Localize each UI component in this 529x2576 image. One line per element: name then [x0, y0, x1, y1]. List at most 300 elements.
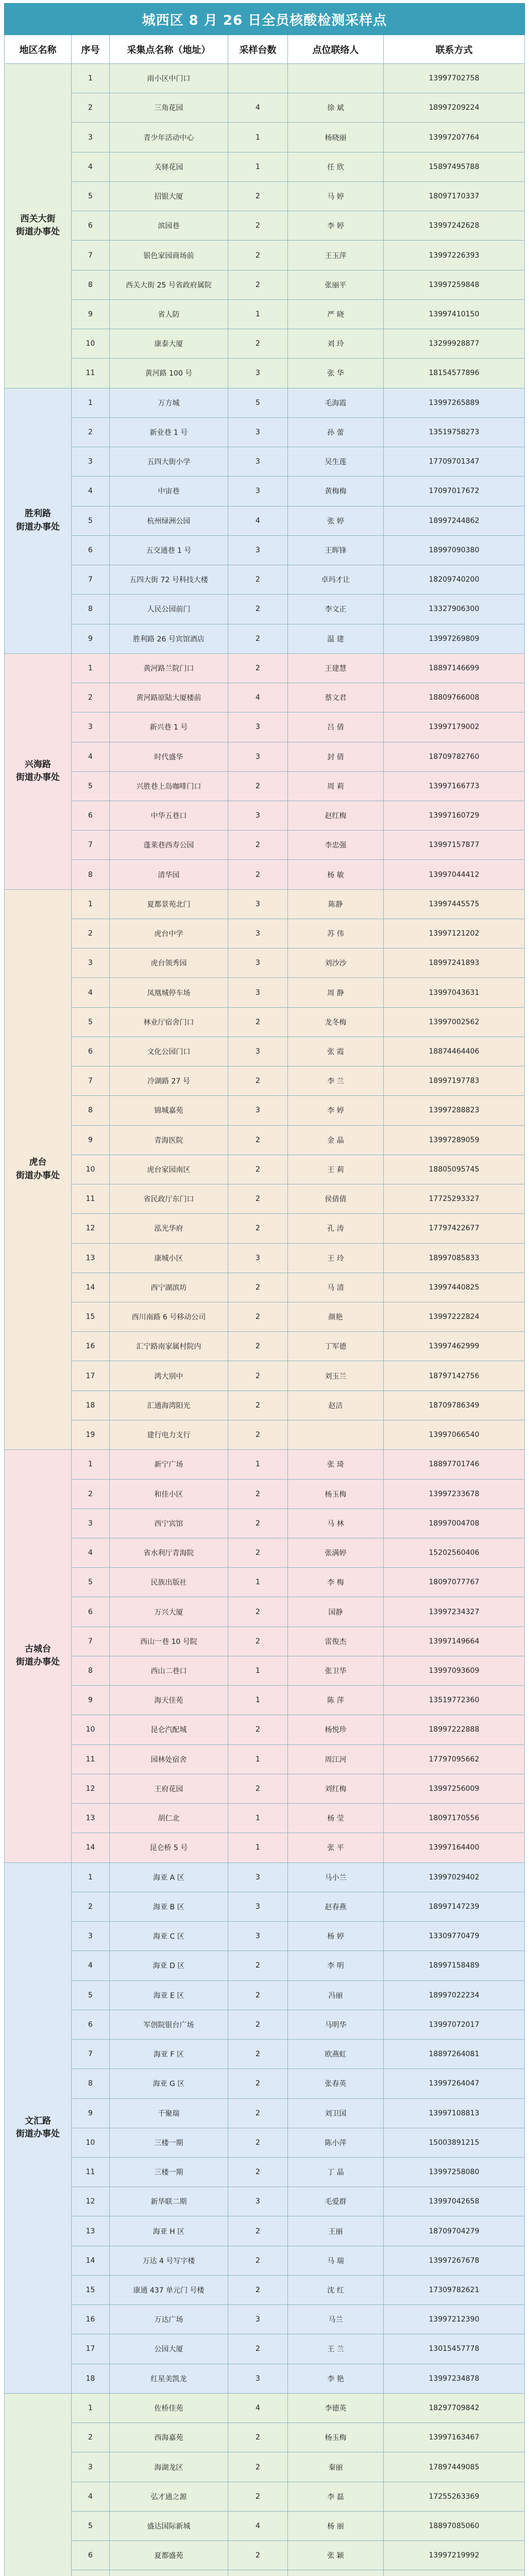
row-seq: 9 — [72, 624, 110, 654]
table-row — [72, 2423, 525, 2452]
row-phone: 15003891215 — [384, 2128, 525, 2158]
row-phone: 13997066540 — [384, 1420, 525, 1450]
row-contact: 毛海霞 — [288, 388, 384, 418]
table-row — [72, 1273, 525, 1302]
row-contact: 刘 玲 — [288, 329, 384, 359]
row-phone: 13997226393 — [384, 241, 525, 270]
district-section — [4, 1863, 525, 2394]
row-count: 4 — [228, 2512, 288, 2541]
row-phone: 13997267678 — [384, 2246, 525, 2276]
row-site: 人民公园前门 — [110, 595, 228, 624]
row-site: 冷湖路 27 号 — [110, 1066, 228, 1096]
row-site: 海亚 A 区 — [110, 1863, 228, 1892]
table-row — [72, 2305, 525, 2334]
row-phone: 18709704279 — [384, 2216, 525, 2246]
row-seq: 2 — [72, 2423, 110, 2452]
district-section — [4, 2394, 525, 2576]
table-row — [72, 2394, 525, 2423]
row-seq: 2 — [72, 93, 110, 123]
row-phone: 13997042658 — [384, 2187, 525, 2216]
row-seq — [72, 2570, 110, 2576]
row-phone: 13997043631 — [384, 978, 525, 1007]
row-site: 锦城嘉苑 — [110, 1096, 228, 1125]
district-name: 兴海路 街道办事处 — [5, 654, 72, 890]
row-contact: 张春英 — [288, 2069, 384, 2098]
row-count: 1 — [228, 123, 288, 152]
row-phone: 13997462999 — [384, 1332, 525, 1361]
row-seq: 16 — [72, 2305, 110, 2334]
row-phone: 18897146699 — [384, 654, 525, 683]
row-site: 和佳小区 — [110, 1480, 228, 1509]
row-site: 汇宁路南家属村院内 — [110, 1332, 228, 1361]
table-row — [72, 1509, 525, 1538]
row-contact: 国静 — [288, 1597, 384, 1626]
row-phone: 13997702758 — [384, 64, 525, 93]
row-seq: 13 — [72, 1244, 110, 1273]
row-contact: 王晖锋 — [288, 536, 384, 565]
row-phone: 13997212390 — [384, 2305, 525, 2334]
row-seq: 1 — [72, 1863, 110, 1892]
row-count: 3 — [228, 742, 288, 772]
row-contact: 苏 伟 — [288, 919, 384, 948]
row-seq: 1 — [72, 64, 110, 93]
table-row — [72, 831, 525, 860]
row-phone: 13997121202 — [384, 919, 525, 948]
row-count: 2 — [228, 2099, 288, 2128]
header-district: 地区名称 — [5, 35, 72, 64]
row-count: 1 — [228, 300, 288, 329]
row-seq: 11 — [72, 1745, 110, 1774]
row-contact: 严 晓 — [288, 300, 384, 329]
row-phone: 15202560406 — [384, 1538, 525, 1568]
row-contact: 杨 丽 — [288, 2512, 384, 2541]
row-count: 1 — [228, 1656, 288, 1686]
table-row — [72, 713, 525, 742]
row-count: 3 — [228, 978, 288, 1007]
row-phone: 18809766008 — [384, 683, 525, 713]
table-row — [72, 2128, 525, 2158]
row-site: 海亚 B 区 — [110, 1892, 228, 1922]
table-row — [72, 536, 525, 565]
row-seq: 3 — [72, 948, 110, 978]
row-seq: 8 — [72, 2069, 110, 2098]
row-seq: 1 — [72, 388, 110, 418]
table-row — [72, 1008, 525, 1037]
district-name: 文汇路 街道办事处 — [5, 1863, 72, 2394]
row-count: 1 — [228, 1686, 288, 1715]
row-phone: 18209740200 — [384, 565, 525, 595]
row-site: 建行电力支行 — [110, 1420, 228, 1450]
row-site: 万兴大厦 — [110, 1597, 228, 1626]
table-row — [72, 1774, 525, 1804]
table-row — [72, 742, 525, 772]
row-seq: 15 — [72, 2276, 110, 2305]
row-contact: 孔 涛 — [288, 1214, 384, 1243]
row-site: 省人防 — [110, 300, 228, 329]
row-site: 银色家园商场前 — [110, 241, 228, 270]
table-row — [72, 1244, 525, 1273]
row-site: 昆仑汽配城 — [110, 1715, 228, 1744]
row-phone: 17725293327 — [384, 1184, 525, 1214]
row-count: 2 — [228, 1480, 288, 1509]
row-phone: 13299928877 — [384, 329, 525, 359]
row-phone: 17309782621 — [384, 2276, 525, 2305]
row-site: 招银大厦 — [110, 182, 228, 211]
row-contact: 张满婷 — [288, 1538, 384, 1568]
row-site: 新兴巷 1 号 — [110, 713, 228, 742]
row-seq: 16 — [72, 1332, 110, 1361]
table-row — [72, 1126, 525, 1155]
row-site: 三角花园 — [110, 93, 228, 123]
row-count: 3 — [228, 919, 288, 948]
row-seq: 1 — [72, 654, 110, 683]
row-seq: 6 — [72, 1037, 110, 1066]
row-contact: 陈静 — [288, 890, 384, 919]
row-contact: 欧燕虹 — [288, 2040, 384, 2069]
row-site: 滨园巷 — [110, 211, 228, 241]
row-phone: 18797142756 — [384, 1361, 525, 1391]
row-contact: 丁 晶 — [288, 2158, 384, 2187]
table-row — [72, 300, 525, 329]
row-seq: 10 — [72, 1155, 110, 1184]
row-phone: 13997233678 — [384, 1480, 525, 1509]
row-seq: 8 — [72, 860, 110, 889]
row-contact: 蔡文君 — [288, 683, 384, 713]
row-seq: 3 — [72, 1509, 110, 1538]
row-contact: 赵春燕 — [288, 1892, 384, 1922]
row-phone: 13997163467 — [384, 2423, 525, 2452]
row-contact: 封 倩 — [288, 742, 384, 772]
row-count: 3 — [228, 477, 288, 506]
row-seq: 14 — [72, 1273, 110, 1302]
table-row — [72, 1037, 525, 1066]
row-contact: 李 梅 — [288, 1568, 384, 1597]
row-contact: 陈 萍 — [288, 1686, 384, 1715]
row-contact: 李德英 — [288, 2394, 384, 2423]
table-row — [72, 329, 525, 359]
row-phone: 13997222824 — [384, 1302, 525, 1332]
row-contact: 杨 婷 — [288, 1922, 384, 1951]
row-contact: 张 颖 — [288, 2541, 384, 2570]
table-row — [72, 1302, 525, 1332]
row-count: 3 — [228, 359, 288, 388]
row-contact: 刘红梅 — [288, 1774, 384, 1804]
row-count: 2 — [228, 1332, 288, 1361]
row-seq: 6 — [72, 536, 110, 565]
row-contact: 张 琦 — [288, 1450, 384, 1479]
row-contact — [288, 2570, 384, 2576]
row-site: 千聚瑞 — [110, 2099, 228, 2128]
table-row — [72, 860, 525, 889]
row-contact: 马 林 — [288, 1509, 384, 1538]
row-count: 3 — [228, 1863, 288, 1892]
table-row — [72, 1686, 525, 1715]
row-count: 2 — [228, 1391, 288, 1420]
row-seq: 3 — [72, 1922, 110, 1951]
row-site: 杭州绿洲公园 — [110, 506, 228, 536]
row-count: 2 — [228, 1509, 288, 1538]
row-count: 2 — [228, 2334, 288, 2364]
row-contact: 吕 倩 — [288, 713, 384, 742]
table-row — [72, 1066, 525, 1096]
row-count: 5 — [228, 388, 288, 418]
row-contact: 张 华 — [288, 359, 384, 388]
row-count: 2 — [228, 2069, 288, 2098]
row-phone: 13997445575 — [384, 890, 525, 919]
row-site: 佐桥佳苑 — [110, 2394, 228, 2423]
row-contact: 侯倩倩 — [288, 1184, 384, 1214]
row-phone: 18997085833 — [384, 1244, 525, 1273]
row-site: 凤凰城停车场 — [110, 978, 228, 1007]
table-header — [4, 35, 525, 64]
row-count: 1 — [228, 1450, 288, 1479]
row-seq: 7 — [72, 831, 110, 860]
row-count: 3 — [228, 801, 288, 831]
row-count: 1 — [228, 1568, 288, 1597]
row-site: 新宁广场 — [110, 1450, 228, 1479]
table-row — [72, 1922, 525, 1951]
row-contact: 刘卫国 — [288, 2099, 384, 2128]
row-contact: 沈 红 — [288, 2276, 384, 2305]
row-count: 2 — [228, 1538, 288, 1568]
table-row — [72, 1480, 525, 1509]
table-row — [72, 1804, 525, 1833]
row-site: 新华联二期 — [110, 2187, 228, 2216]
row-contact: 秦丽 — [288, 2452, 384, 2482]
row-count: 2 — [228, 329, 288, 359]
row-phone: 18709786349 — [384, 1391, 525, 1420]
row-site: 虎台中学 — [110, 919, 228, 948]
row-seq: 3 — [72, 123, 110, 152]
row-contact: 李文正 — [288, 595, 384, 624]
row-site: 西海嘉苑 — [110, 2423, 228, 2452]
row-site: 西山二巷口 — [110, 1656, 228, 1686]
row-seq: 12 — [72, 2187, 110, 2216]
row-contact: 刘沙沙 — [288, 948, 384, 978]
row-seq: 8 — [72, 270, 110, 300]
row-count: 4 — [228, 683, 288, 713]
row-phone: 18997222888 — [384, 1715, 525, 1744]
district-name — [5, 2394, 72, 2576]
row-contact: 周 莉 — [288, 772, 384, 801]
table-row — [72, 2069, 525, 2098]
district-name: 虎台 街道办事处 — [5, 890, 72, 1450]
row-seq: 14 — [72, 2246, 110, 2276]
row-count: 2 — [228, 1008, 288, 1037]
row-phone — [384, 2570, 525, 2576]
row-site: 公园大厦 — [110, 2334, 228, 2364]
row-phone: 13015457778 — [384, 2334, 525, 2364]
row-contact: 周江河 — [288, 1745, 384, 1774]
row-phone: 13997108813 — [384, 2099, 525, 2128]
row-phone: 17709701347 — [384, 447, 525, 477]
row-count: 3 — [228, 1244, 288, 1273]
row-count — [228, 64, 288, 93]
row-count: 2 — [228, 2482, 288, 2512]
table-row — [72, 2040, 525, 2069]
row-site: 黄河路原陆大厦楼前 — [110, 683, 228, 713]
row-count: 2 — [228, 860, 288, 889]
row-contact: 周 静 — [288, 978, 384, 1007]
row-contact: 马明华 — [288, 2010, 384, 2040]
row-site: 林业厅宿舍门口 — [110, 1008, 228, 1037]
row-count: 2 — [228, 2158, 288, 2187]
row-phone: 13997072017 — [384, 2010, 525, 2040]
row-contact: 黄梅梅 — [288, 477, 384, 506]
row-seq: 5 — [72, 2512, 110, 2541]
row-seq: 17 — [72, 2334, 110, 2364]
row-site: 中宙巷 — [110, 477, 228, 506]
row-seq: 17 — [72, 1361, 110, 1391]
row-count — [228, 2570, 288, 2576]
row-seq: 5 — [72, 182, 110, 211]
row-site: 康城小区 — [110, 1244, 228, 1273]
row-count: 2 — [228, 2216, 288, 2246]
row-phone: 18297709842 — [384, 2394, 525, 2423]
row-contact: 陈小萍 — [288, 2128, 384, 2158]
table-row — [72, 1951, 525, 1980]
row-count: 4 — [228, 506, 288, 536]
row-contact — [288, 1420, 384, 1450]
row-contact: 颜艳 — [288, 1302, 384, 1332]
row-phone: 18897264081 — [384, 2040, 525, 2069]
row-contact: 马 婷 — [288, 182, 384, 211]
table-body — [4, 64, 525, 2576]
row-count: 2 — [228, 2010, 288, 2040]
row-contact: 丁军德 — [288, 1332, 384, 1361]
table-row — [72, 388, 525, 418]
row-contact: 毛爱群 — [288, 2187, 384, 2216]
row-contact: 李 婷 — [288, 211, 384, 241]
row-contact: 赵红梅 — [288, 801, 384, 831]
row-contact: 杨玉梅 — [288, 2423, 384, 2452]
row-count: 3 — [228, 536, 288, 565]
header-contact: 点位联络人 — [288, 35, 384, 64]
table-row — [72, 1656, 525, 1686]
row-phone: 17255263369 — [384, 2482, 525, 2512]
row-seq: 11 — [72, 1184, 110, 1214]
table-row — [72, 2512, 525, 2541]
row-site: 民族出版社 — [110, 1568, 228, 1597]
district-name: 古城台 街道办事处 — [5, 1450, 72, 1862]
table-row — [72, 1361, 525, 1391]
row-phone: 13997093609 — [384, 1656, 525, 1686]
row-seq: 2 — [72, 1480, 110, 1509]
row-contact: 龙冬梅 — [288, 1008, 384, 1037]
table-row — [72, 1155, 525, 1184]
row-count: 2 — [228, 1981, 288, 2010]
row-seq: 3 — [72, 2452, 110, 2482]
row-seq: 11 — [72, 359, 110, 388]
row-phone: 18709782760 — [384, 742, 525, 772]
table-row — [72, 270, 525, 300]
row-site: 胡仁北 — [110, 1804, 228, 1833]
row-site: 清华园 — [110, 860, 228, 889]
row-phone: 18997209224 — [384, 93, 525, 123]
table-row — [72, 2010, 525, 2040]
row-phone: 13997149664 — [384, 1627, 525, 1656]
table-row — [72, 64, 525, 93]
row-site: 鸿大别中 — [110, 1361, 228, 1391]
row-contact: 吴生莲 — [288, 447, 384, 477]
row-phone: 15897495788 — [384, 152, 525, 182]
row-seq: 3 — [72, 713, 110, 742]
row-count: 4 — [228, 2394, 288, 2423]
row-site: 青少年活动中心 — [110, 123, 228, 152]
row-count: 2 — [228, 1951, 288, 1980]
row-site: 兴胜巷上岛咖啡门口 — [110, 772, 228, 801]
row-site: 西宁湖滨坊 — [110, 1273, 228, 1302]
district-name: 西关大街 街道办事处 — [5, 64, 72, 388]
row-count: 1 — [228, 1745, 288, 1774]
row-seq: 8 — [72, 595, 110, 624]
row-site: 五交通巷 1 号 — [110, 536, 228, 565]
row-phone: 18097170556 — [384, 1804, 525, 1833]
row-phone: 13997234327 — [384, 1597, 525, 1626]
row-contact: 杨晓丽 — [288, 123, 384, 152]
row-phone: 13309770479 — [384, 1922, 525, 1951]
row-site: 王府花园 — [110, 1774, 228, 1804]
row-contact: 杨 莹 — [288, 1804, 384, 1833]
table-row — [72, 477, 525, 506]
row-seq: 2 — [72, 683, 110, 713]
row-site: 海亚 F 区 — [110, 2040, 228, 2069]
row-count: 1 — [228, 1833, 288, 1862]
row-count: 2 — [228, 1155, 288, 1184]
table-row — [72, 2541, 525, 2570]
row-seq: 6 — [72, 211, 110, 241]
row-site: 昆仑桥 5 号 — [110, 1833, 228, 1862]
row-phone: 13997044412 — [384, 860, 525, 889]
row-seq: 18 — [72, 2364, 110, 2394]
row-phone: 13997002562 — [384, 1008, 525, 1037]
row-phone: 13997258080 — [384, 2158, 525, 2187]
row-site: 万达广场 — [110, 2305, 228, 2334]
row-site: 新业巷 1 号 — [110, 418, 228, 447]
row-count: 2 — [228, 2276, 288, 2305]
row-contact: 李 艳 — [288, 2364, 384, 2394]
row-seq: 14 — [72, 1833, 110, 1862]
header-site: 采集点名称（地址） — [110, 35, 228, 64]
row-seq: 12 — [72, 1774, 110, 1804]
row-count: 4 — [228, 93, 288, 123]
row-site: 西关大街 25 号省政府属院 — [110, 270, 228, 300]
row-phone: 18997022234 — [384, 1981, 525, 2010]
row-phone: 18154577896 — [384, 359, 525, 388]
table-row — [72, 211, 525, 241]
row-seq: 12 — [72, 1214, 110, 1243]
row-contact: 李 婷 — [288, 1096, 384, 1125]
table-row — [72, 93, 525, 123]
row-contact: 卓玛才让 — [288, 565, 384, 595]
row-contact: 王丽 — [288, 2216, 384, 2246]
row-contact: 李 明 — [288, 1951, 384, 1980]
row-site: 关驿花园 — [110, 152, 228, 182]
row-contact: 张 婷 — [288, 506, 384, 536]
table-row — [72, 2482, 525, 2512]
row-phone: 17797095662 — [384, 1745, 525, 1774]
table-row — [72, 2334, 525, 2364]
row-phone: 18897701746 — [384, 1450, 525, 1479]
row-count: 2 — [228, 1273, 288, 1302]
row-seq: 1 — [72, 890, 110, 919]
row-phone: 18997244862 — [384, 506, 525, 536]
row-site: 海湖龙区 — [110, 2452, 228, 2482]
table-row — [72, 1863, 525, 1892]
row-site: 雨小区中门口 — [110, 64, 228, 93]
table-row — [72, 1715, 525, 1744]
table-row — [72, 2158, 525, 2187]
